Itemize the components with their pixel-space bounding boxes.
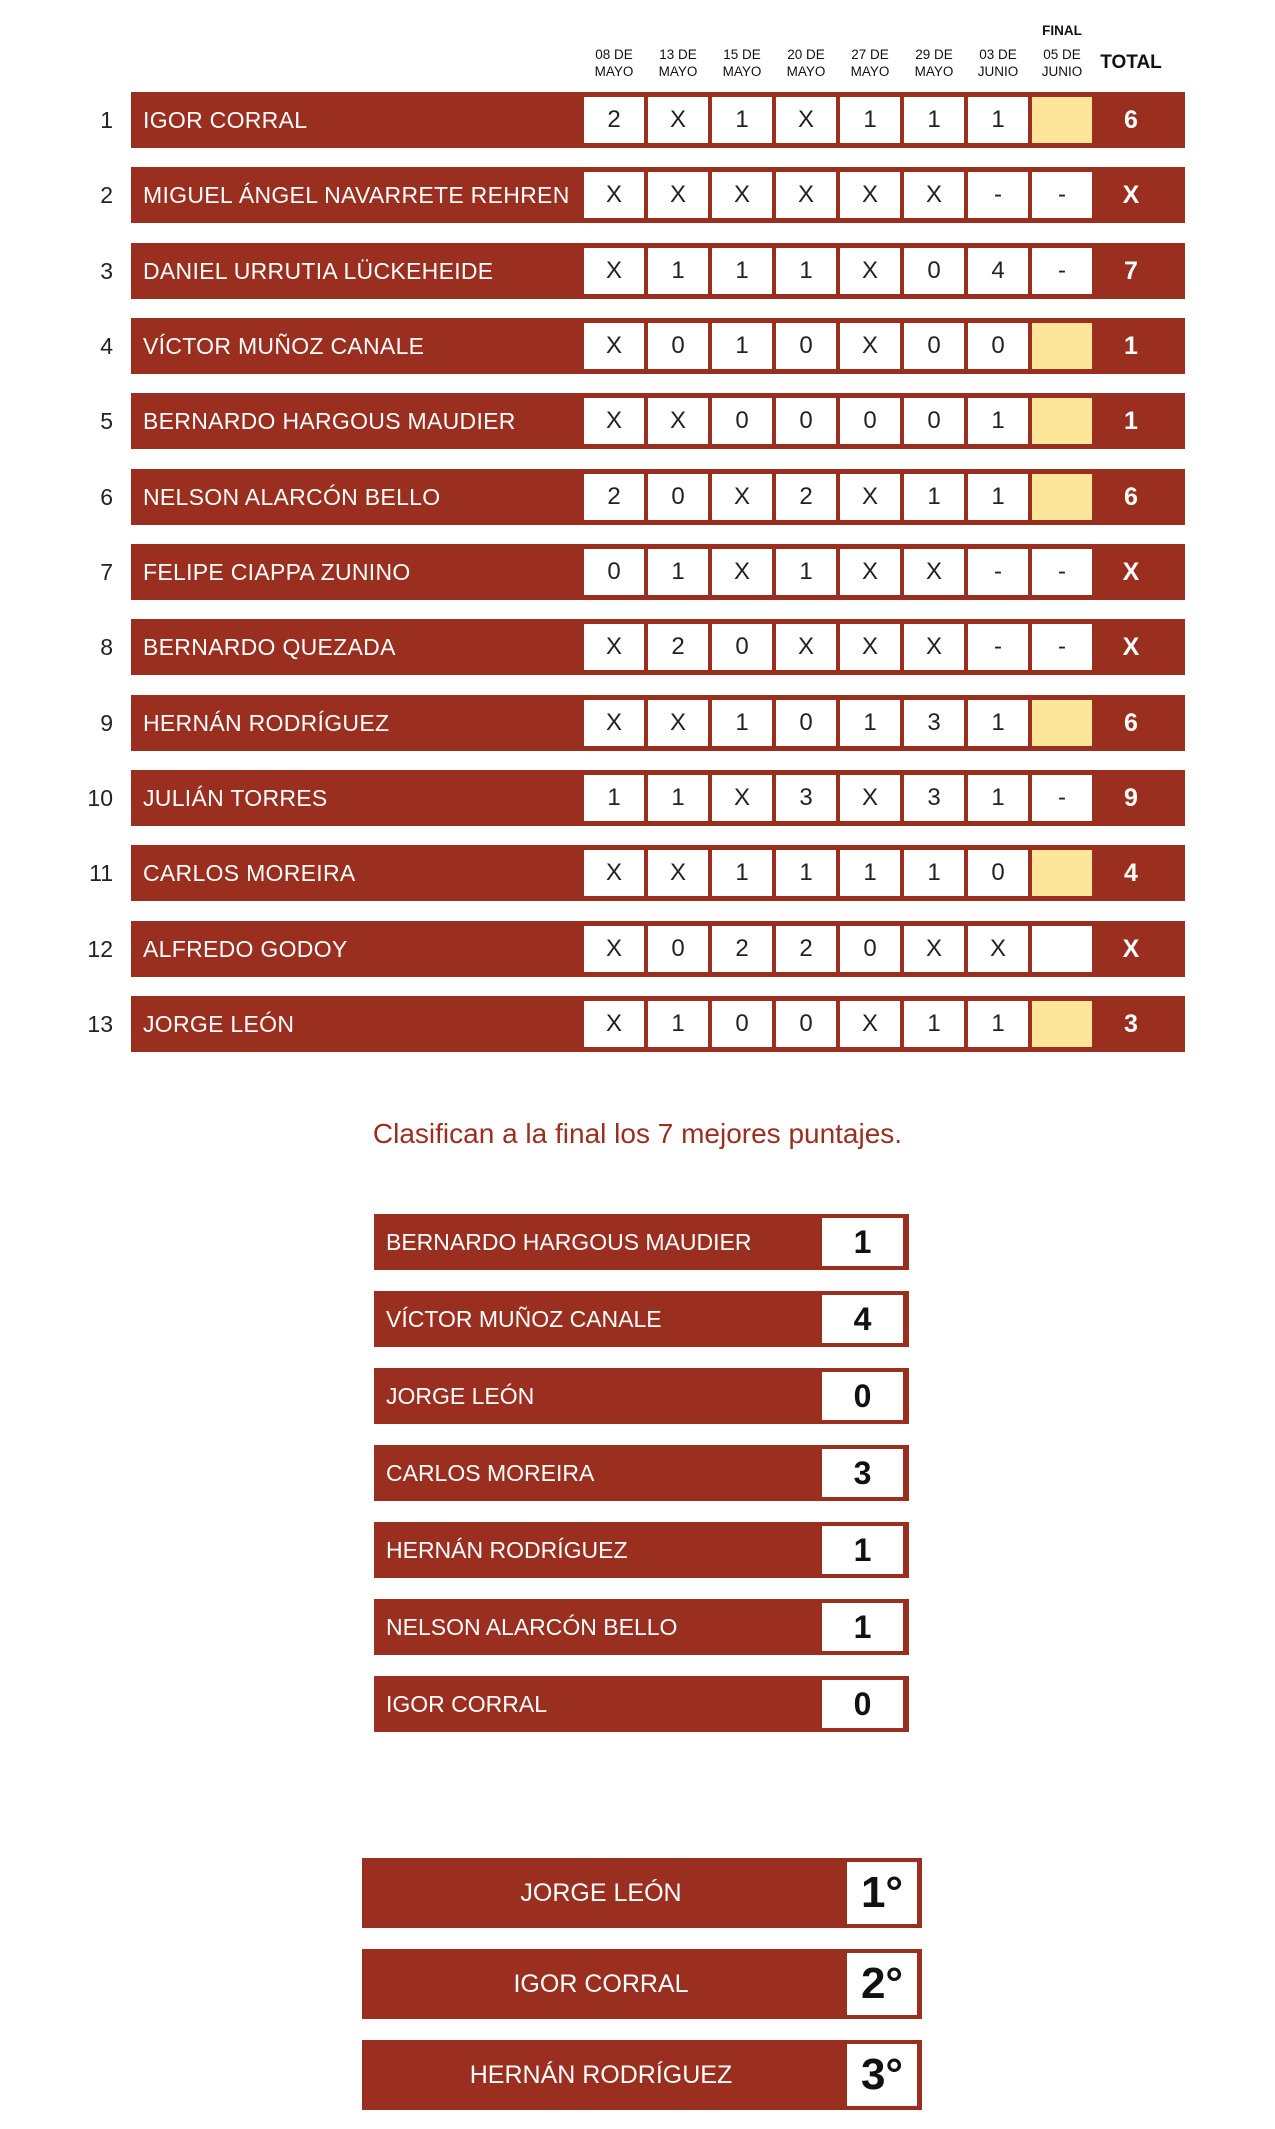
result-cell: X [840, 549, 900, 595]
standings-row [0, 318, 1275, 374]
standings-row [0, 845, 1275, 901]
result-cell: 1 [968, 398, 1028, 444]
result-cell: 0 [648, 926, 708, 972]
result-cell [1032, 1001, 1092, 1047]
result-cell: - [1032, 549, 1092, 595]
column-header-line: JUNIO [977, 64, 1019, 79]
result-cell: 2 [776, 474, 836, 520]
result-cell: 1 [584, 775, 644, 821]
podium-row [362, 1858, 922, 1928]
result-cell: 2 [584, 97, 644, 143]
result-cell: X [712, 775, 772, 821]
rank-number: 7 [100, 559, 113, 585]
result-cell: 2 [712, 926, 772, 972]
result-cell [1032, 97, 1092, 143]
result-cell: 1 [648, 775, 708, 821]
finalist-row [374, 1445, 909, 1501]
rank-number: 12 [87, 936, 113, 962]
result-cell: X [584, 398, 644, 444]
player-name: IGOR CORRAL [143, 107, 308, 133]
finalist-score: 0 [822, 1680, 903, 1728]
finalist-score: 1 [822, 1526, 903, 1574]
player-name: ALFREDO GODOY [143, 936, 348, 962]
result-cell: X [584, 926, 644, 972]
total-score: 9 [1124, 784, 1138, 812]
result-cell: X [712, 172, 772, 218]
result-cell: X [776, 97, 836, 143]
player-name: CARLOS MOREIRA [143, 860, 356, 886]
result-cell: 0 [904, 323, 964, 369]
finalist-score: 3 [822, 1449, 903, 1497]
podium-name: JORGE LEÓN [520, 1879, 682, 1907]
column-header-line: JUNIO [1041, 64, 1083, 79]
finalist-row [374, 1676, 909, 1732]
result-cell: X [776, 172, 836, 218]
result-cell: 2 [584, 474, 644, 520]
result-cell: 2 [776, 926, 836, 972]
result-cell: X [904, 549, 964, 595]
column-header [966, 22, 1030, 82]
result-cell: X [968, 926, 1028, 972]
result-cell: X [584, 248, 644, 294]
result-cell: 0 [648, 323, 708, 369]
result-cell: 1 [712, 323, 772, 369]
result-cell: 0 [776, 323, 836, 369]
rank-number: 6 [100, 484, 113, 510]
standings-row [0, 695, 1275, 751]
result-cell: 0 [776, 398, 836, 444]
result-cell: 4 [968, 248, 1028, 294]
result-cell: X [648, 700, 708, 746]
result-cell: 1 [712, 700, 772, 746]
result-cell: X [584, 850, 644, 896]
result-cell: X [584, 624, 644, 670]
result-cell: 0 [712, 398, 772, 444]
column-header-date [646, 46, 710, 80]
total-score: 1 [1124, 332, 1138, 360]
result-cell: 1 [776, 549, 836, 595]
rank-number: 3 [100, 258, 113, 284]
standings-row [0, 996, 1275, 1052]
result-cell: 3 [904, 775, 964, 821]
result-cell: 0 [712, 624, 772, 670]
result-cell: X [840, 172, 900, 218]
player-name: JORGE LEÓN [143, 1011, 295, 1037]
finalist-score: 1 [822, 1218, 903, 1266]
total-score: 6 [1124, 483, 1138, 511]
result-cell: X [584, 1001, 644, 1047]
standings-row [0, 167, 1275, 223]
result-cell: - [968, 624, 1028, 670]
result-cell: X [840, 1001, 900, 1047]
result-cell: 1 [904, 850, 964, 896]
player-name: HERNÁN RODRÍGUEZ [143, 710, 390, 736]
standings-row [0, 544, 1275, 600]
total-score: 3 [1124, 1010, 1138, 1038]
column-header-line: 27 DE [851, 47, 889, 62]
finalist-name: IGOR CORRAL [386, 1691, 548, 1717]
column-header-tag: FINAL [1042, 23, 1082, 38]
result-cell: 0 [584, 549, 644, 595]
result-cell: X [712, 549, 772, 595]
result-cell: 0 [968, 323, 1028, 369]
player-name: DANIEL URRUTIA LÜCKEHEIDE [143, 258, 494, 284]
result-cell: X [712, 474, 772, 520]
rank-number: 10 [87, 785, 113, 811]
total-score: X [1122, 935, 1140, 963]
result-cell: X [840, 624, 900, 670]
column-header-line: 20 DE [787, 47, 825, 62]
result-cell: 1 [904, 474, 964, 520]
standings-row [0, 469, 1275, 525]
column-header-line: MAYO [594, 64, 634, 79]
result-cell: 1 [904, 97, 964, 143]
rank-number: 13 [87, 1011, 113, 1037]
qualifier-note: Clasifican a la final los 7 mejores puntajes. [372, 1118, 903, 1149]
result-cell: - [1032, 172, 1092, 218]
result-cell: 1 [840, 850, 900, 896]
column-header [902, 22, 966, 82]
total-score: 7 [1124, 257, 1138, 285]
total-score: 6 [1124, 709, 1138, 737]
player-name: JULIÁN TORRES [143, 785, 328, 811]
result-cell: X [776, 624, 836, 670]
finalist-score: 0 [822, 1372, 903, 1420]
column-header-date [710, 46, 774, 80]
column-header-date [902, 46, 966, 80]
result-cell [1032, 926, 1092, 972]
column-header-date [1030, 46, 1094, 80]
result-cell: X [648, 850, 708, 896]
rank-number: 8 [100, 634, 113, 660]
player-name: MIGUEL ÁNGEL NAVARRETE REHREN [143, 182, 570, 208]
result-cell [1032, 700, 1092, 746]
result-cell: 1 [776, 248, 836, 294]
result-cell: 1 [648, 248, 708, 294]
total-score: 4 [1124, 859, 1138, 887]
result-cell: - [968, 549, 1028, 595]
standings-row [0, 921, 1275, 977]
rank-number: 5 [100, 408, 113, 434]
column-header-line: 05 DE [1043, 47, 1081, 62]
result-cell: X [584, 700, 644, 746]
result-cell: - [1032, 248, 1092, 294]
rank-number: 11 [89, 860, 113, 886]
result-cell: 1 [840, 700, 900, 746]
result-cell: 1 [648, 549, 708, 595]
result-cell [1032, 398, 1092, 444]
result-cell: 1 [968, 775, 1028, 821]
result-cell: - [1032, 624, 1092, 670]
finalist-name: CARLOS MOREIRA [386, 1460, 595, 1486]
column-header-line: MAYO [786, 64, 826, 79]
result-cell: 1 [968, 1001, 1028, 1047]
result-cell: 0 [712, 1001, 772, 1047]
standings-row [0, 92, 1275, 148]
result-cell: X [840, 323, 900, 369]
finalist-name: HERNÁN RODRÍGUEZ [386, 1537, 628, 1563]
result-cell: 0 [776, 1001, 836, 1047]
column-header-line: 29 DE [915, 47, 953, 62]
result-cell: 1 [968, 700, 1028, 746]
column-header-line: 08 DE [595, 47, 633, 62]
column-header-line: MAYO [722, 64, 762, 79]
result-cell: - [1032, 775, 1092, 821]
finalist-score: 4 [822, 1295, 903, 1343]
result-cell: X [904, 624, 964, 670]
finalist-name: NELSON ALARCÓN BELLO [386, 1614, 678, 1640]
finalist-name: VÍCTOR MUÑOZ CANALE [386, 1306, 662, 1332]
total-score: X [1122, 558, 1140, 586]
result-cell: X [584, 172, 644, 218]
result-cell: X [584, 323, 644, 369]
result-cell: 3 [904, 700, 964, 746]
result-cell: 0 [904, 248, 964, 294]
result-cell: 0 [840, 926, 900, 972]
standings-row [0, 243, 1275, 299]
column-header [646, 22, 710, 82]
standings-row [0, 770, 1275, 826]
column-header-date [838, 46, 902, 80]
column-header-line: MAYO [658, 64, 698, 79]
column-header [1030, 22, 1094, 82]
result-cell: X [648, 97, 708, 143]
total-score: 1 [1124, 407, 1138, 435]
result-cell: 1 [712, 97, 772, 143]
total-score: X [1122, 181, 1140, 209]
total-header: TOTAL [1100, 52, 1162, 73]
finalist-row [374, 1522, 909, 1578]
total-score: 6 [1124, 106, 1138, 134]
column-header-line: MAYO [850, 64, 890, 79]
column-header [710, 22, 774, 82]
result-cell: 0 [840, 398, 900, 444]
result-cell: 3 [776, 775, 836, 821]
result-cell: X [840, 248, 900, 294]
player-name: BERNARDO HARGOUS MAUDIER [143, 408, 516, 434]
podium-place: 1° [847, 1862, 917, 1924]
player-name: FELIPE CIAPPA ZUNINO [143, 559, 411, 585]
podium-name: IGOR CORRAL [513, 1970, 689, 1998]
column-header [838, 22, 902, 82]
result-cell: 1 [776, 850, 836, 896]
result-cell: X [648, 172, 708, 218]
rank-number: 1 [100, 107, 113, 133]
column-header-date [582, 46, 646, 80]
podium-place: 3° [847, 2044, 917, 2106]
column-header-date [966, 46, 1030, 80]
rank-number: 9 [100, 710, 113, 736]
player-name: VÍCTOR MUÑOZ CANALE [143, 333, 425, 359]
standings-row [0, 393, 1275, 449]
podium-row [362, 1949, 922, 2019]
column-header-line: 15 DE [723, 47, 761, 62]
result-cell: 1 [712, 850, 772, 896]
standings-row [0, 619, 1275, 675]
finalist-score: 1 [822, 1603, 903, 1651]
standings-header [0, 22, 1275, 82]
finalist-row [374, 1599, 909, 1655]
result-cell: X [904, 172, 964, 218]
finalist-name: BERNARDO HARGOUS MAUDIER [386, 1229, 752, 1255]
column-header [774, 22, 838, 82]
result-cell: 0 [904, 398, 964, 444]
column-header-line: MAYO [914, 64, 954, 79]
player-name: NELSON ALARCÓN BELLO [143, 484, 441, 510]
result-cell: 1 [648, 1001, 708, 1047]
finalist-name: JORGE LEÓN [386, 1383, 535, 1409]
result-cell [1032, 850, 1092, 896]
finalist-row [374, 1291, 909, 1347]
column-header-date [774, 46, 838, 80]
finalist-row [374, 1214, 909, 1270]
rank-number: 2 [100, 182, 113, 208]
finalist-row [374, 1368, 909, 1424]
result-cell: - [968, 172, 1028, 218]
result-cell: 0 [776, 700, 836, 746]
column-header-line: 03 DE [979, 47, 1017, 62]
rank-number: 4 [100, 333, 113, 359]
column-header [582, 22, 646, 82]
result-cell: X [648, 398, 708, 444]
result-cell: 0 [968, 850, 1028, 896]
result-cell: 1 [840, 97, 900, 143]
podium-name: HERNÁN RODRÍGUEZ [469, 2061, 733, 2089]
result-cell: X [840, 474, 900, 520]
podium-place: 2° [847, 1953, 917, 2015]
column-header-line: 13 DE [659, 47, 697, 62]
result-cell: 2 [648, 624, 708, 670]
result-cell: 1 [968, 97, 1028, 143]
result-cell: 1 [968, 474, 1028, 520]
result-cell: 0 [648, 474, 708, 520]
result-cell [1032, 474, 1092, 520]
player-name: BERNARDO QUEZADA [143, 634, 396, 660]
result-cell: X [840, 775, 900, 821]
podium-row [362, 2040, 922, 2110]
result-cell [1032, 323, 1092, 369]
total-score: X [1122, 633, 1140, 661]
result-cell: 1 [712, 248, 772, 294]
result-cell: X [904, 926, 964, 972]
result-cell: 1 [904, 1001, 964, 1047]
